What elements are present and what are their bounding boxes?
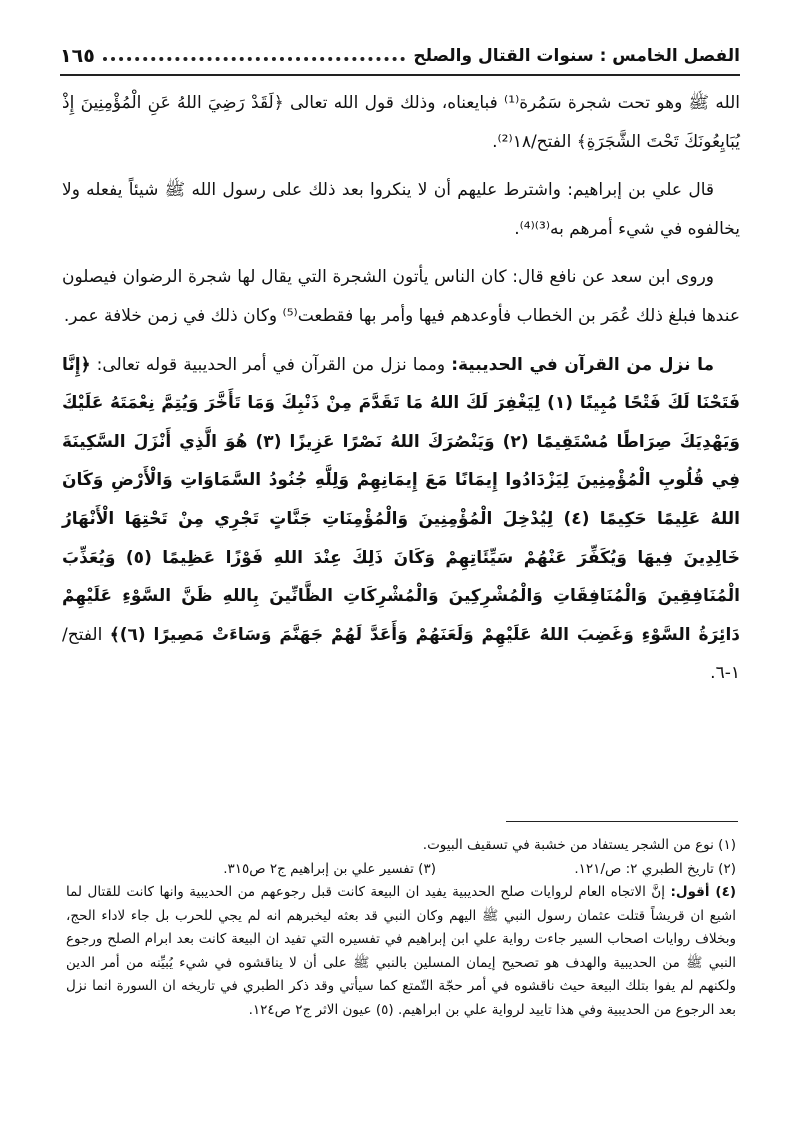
section-heading: ما نزل من القرآن في الحديبية: [451,354,715,375]
header-dot-leader [103,57,406,61]
page-number: ١٦٥ [60,45,95,67]
paragraph-3: وروى ابن سعد عن نافع قال: كان الناس يأتون الشجرة التي يقال لها شجرة الرضوان فيصلون عندها فبلغ ذلك عُمَر بن الخطاب فأوعدهم فيها وأمر بها فقطعت⁽⁵⁾ وكان ذلك في زمن خلافة عمر. [62,267,740,326]
footnotes [66,834,736,1022]
footnote-4-lead: (٤) أقول: [670,884,737,900]
footnote-4-text: إنَّ الاتجاه العام لروايات صلح الحديبية يفيد ان البيعة كانت قبل رجوعهم من الحديبية وانها كانت للقتال لما اشيع ان قريشاً قتلت عثمان رسول النبي ﷺ اليهم وكان النبي قد بعثه ليخبرهم انه لم يجي للحرب بل جاء لاداء الحج، وبخلاف روايات اصحاب السير جاءت رواية علي ابن إبراهيم في تفسيره التي تفيد ان البيعة كانت بعد ابرام الصلح ورجوع النبي ﷺ من الحديبية والهدف هو تصحيح إيمان المسلين بالنبي ﷺ على أن لا يناقشوه في شيء يُبيِّنه من أمر الدين ولكنهم لم يفوا بتلك البيعة حيث ناقشوه في أمر حجّة التّمتع كما سيأتي وقد ذكر الطبري في تاريخه ان السورة انما نزل بعد الرجوع من الحديبية وفي هذا تاييد لرواية علي بن ابراهيم. [66,884,736,1018]
header-rule [60,74,740,76]
main-text [62,84,740,693]
section-intro: ومما نزل من القرآن في أمر الحديبية قوله تعالى: [96,354,446,375]
verse-reference: الفتح/١-٦. [62,624,740,684]
paragraph-4 [62,346,740,693]
chapter-title: الفصل الخامس : سنوات القتال والصلح [413,46,740,66]
quran-verses: ﴿إِنَّا فَتَحْنَا لَكَ فَتْحًا مُبِينًا (١) لِيَغْفِرَ لَكَ اللهُ مَا تَقَدَّمَ مِنْ ذَنْبِكَ وَمَا تَأَخَّرَ وَيُتِمَّ نِعْمَتَهُ عَلَيْكَ وَيَهْدِيَكَ صِرَاطًا مُسْتَقِيمًا (٢) وَيَنْصُرَكَ اللهُ نَصْرًا عَزِيزًا (٣) هُوَ الَّذِي أَنْزَلَ السَّكِينَةَ فِي قُلُوبِ الْمُؤْمِنِينَ لِيَزْدَادُوا إِيمَانًا مَعَ إِيمَانِهِمْ وَلِلَّهِ جُنُودُ السَّمَاوَاتِ وَالْأَرْضِ وَكَانَ اللهُ عَلِيمًا حَكِيمًا (٤) لِيُدْخِلَ الْمُؤْمِنِينَ وَالْمُؤْمِنَاتِ جَنَّاتٍ تَجْرِي مِنْ تَحْتِهَا الْأَنْهَارُ خَالِدِينَ فِيهَا وَيُكَفِّرَ عَنْهُمْ سَيِّئَاتِهِمْ وَكَانَ ذَلِكَ عِنْدَ اللهِ فَوْزًا عَظِيمًا (٥) وَيُعَذِّبَ الْمُنَافِقِينَ وَالْمُنَافِقَاتِ وَالْمُشْرِكِينَ وَالْمُشْرِكَاتِ الظَّانِّينَ بِاللهِ ظَنَّ السَّوْءِ عَلَيْهِمْ دَائِرَةُ السَّوْءِ وَغَضِبَ اللهُ عَلَيْهِمْ وَلَعَنَهُمْ وَأَعَدَّ لَهُمْ جَهَنَّمَ وَسَاءَتْ مَصِيرًا (٦)﴾ [62,354,740,645]
footnote-separator [506,821,738,822]
footnote-2: (٢) تاريخ الطبري ٢: ص/١٢١. [574,860,736,877]
footnote-3: (٣) تفسير علي بن إبراهيم ج٢ ص٣١٥. [223,860,436,877]
running-header [60,40,740,72]
footnote-4 [66,881,736,1022]
paragraph-1: الله ﷺ وهو تحت شجرة سَمُرة⁽¹⁾ فبايعناه، وذلك قول الله تعالى ﴿لَقَدْ رَضِيَ اللهُ عَنِ الْمُؤْمِنِينَ إِذْ يُبَايِعُونَكَ تَحْتَ الشَّجَرَةِ﴾ الفتح/١٨⁽²⁾. [62,93,741,152]
footnote-1: (١) نوع من الشجر يستفاد من خشبة في تسقيف البيوت. [422,837,736,853]
paragraph-2: قال علي بن إبراهيم: واشترط عليهم أن لا ينكروا بعد ذلك على رسول الله ﷺ شيئاً يفعله ولا يخالفوه في شيء أمرهم به⁽³⁾⁽⁴⁾. [62,180,740,239]
footnote-row-2-3 [66,858,736,882]
footnote-5: (٥) عيون الاثر ج٢ ص١٢٤. [248,1001,394,1018]
